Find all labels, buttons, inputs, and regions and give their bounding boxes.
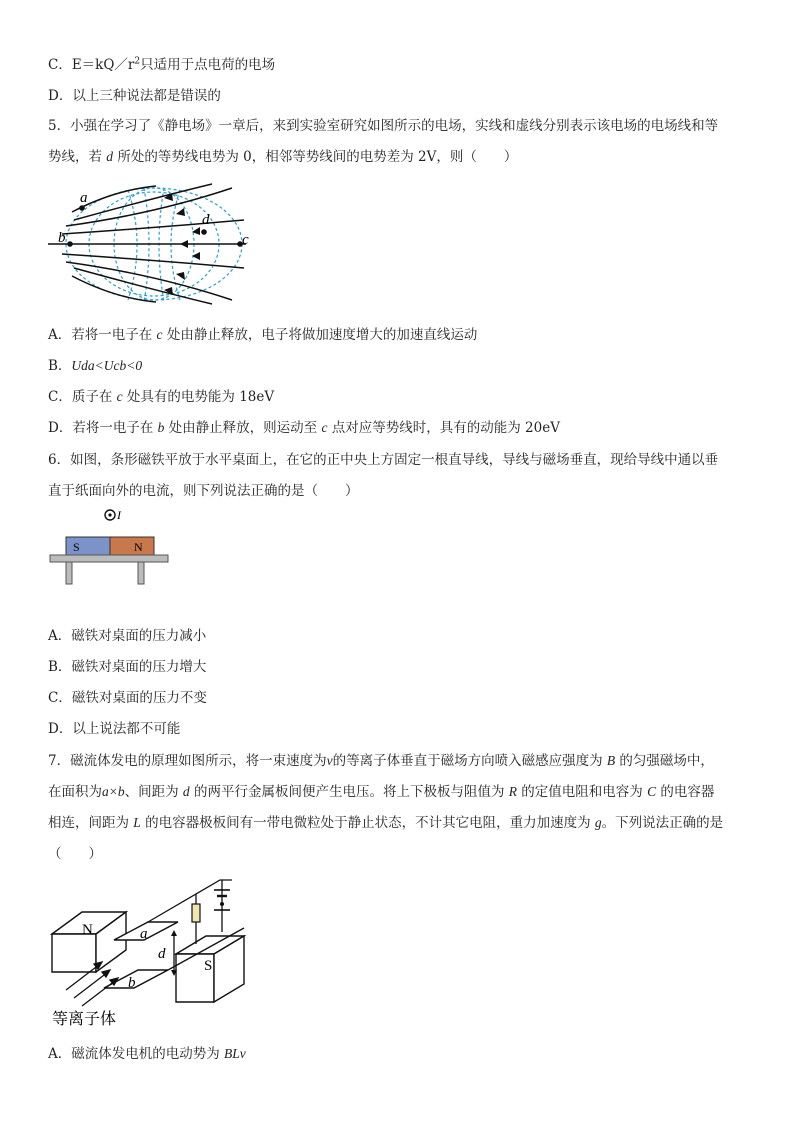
q5-option-c: C．质子在 c 处具有的电势能为 18eV [48,389,275,405]
q5-option-a: A．若将一电子在 c 处由静止释放，电子将做加速度增大的加速直线运动 [48,327,478,343]
label-a: a [80,190,88,206]
q7-stem-line3: 相连，间距为 L 的电容器极板间有一带电微粒处于静止状态，不计其它电阻，重力加速度为 g。下列说法正确的是 [48,815,724,831]
plate-b-label: b [128,975,136,991]
q6-option-d: D．以上说法都不可能 [48,721,181,737]
magnet-north-label: N [134,540,143,554]
q7-option-a: A．磁流体发电机的电动势为 BLv [48,1046,246,1062]
q7-stem-line1: 7．磁流体发电的原理如图所示，将一束速度为v的等离子体垂直于磁场方向喷入磁感应强度为 B 的匀强磁场中， [48,753,714,769]
magnet-s-label: S [204,958,213,974]
plasma-label: 等离子体 [52,1009,117,1028]
q5-stem-line2: 势线，若 d 所处的等势线电势为 0，相邻等势线间的电势差为 2V，则（ ） [48,149,518,165]
q6-magnet-figure [44,505,174,587]
option-c-prev: C．$E=kQ/r^2$只适用于点电荷的电场 [48,56,276,73]
label-c: c [242,232,249,248]
q7-generator-figure [44,872,274,1032]
q7-stem-line2: 在面积为a×b、间距为 d 的两平行金属板间便产生电压。将上下极板与阻值为 R 的定值电阻和电容为 C 的电容器 [48,784,715,800]
q6-stem-line2: 直于纸面向外的电流，则下列说法正确的是（ ） [48,483,359,499]
q5-stem-line1: 5．小强在学习了《静电场》一章后，来到实验室研究如图所示的电场，实线和虚线分别表示该电场的电场线和等 [48,118,719,134]
gap-d-label: d [158,946,166,962]
q7-stem-line4: （ ） [48,846,102,862]
label-d: d [202,212,210,228]
q5-option-b: B．Uda<Ucb<0 [48,358,143,374]
option-d-prev: D．以上三种说法都是错误的 [48,88,221,104]
magnet-south-label: S [73,540,80,554]
plate-a-label: a [140,926,148,942]
q5-field-figure [44,180,264,310]
q5-option-d: D．若将一电子在 b 处由静止释放，则运动至 c 点对应等势线时，具有的动能为 20eV [48,420,560,436]
q6-option-c: C．磁铁对桌面的压力不变 [48,690,207,706]
q6-stem-line1: 6．如图，条形磁铁平放于水平桌面上，在它的正中央上方固定一根直导线，导线与磁场垂直，现给导线中通以垂 [48,452,719,468]
label-b: b [58,230,66,246]
magnet-n-label: N [82,922,93,938]
current-label: I [117,508,121,522]
q6-option-a: A．磁铁对桌面的压力减小 [48,628,207,644]
q6-option-b: B．磁铁对桌面的压力增大 [48,659,207,675]
